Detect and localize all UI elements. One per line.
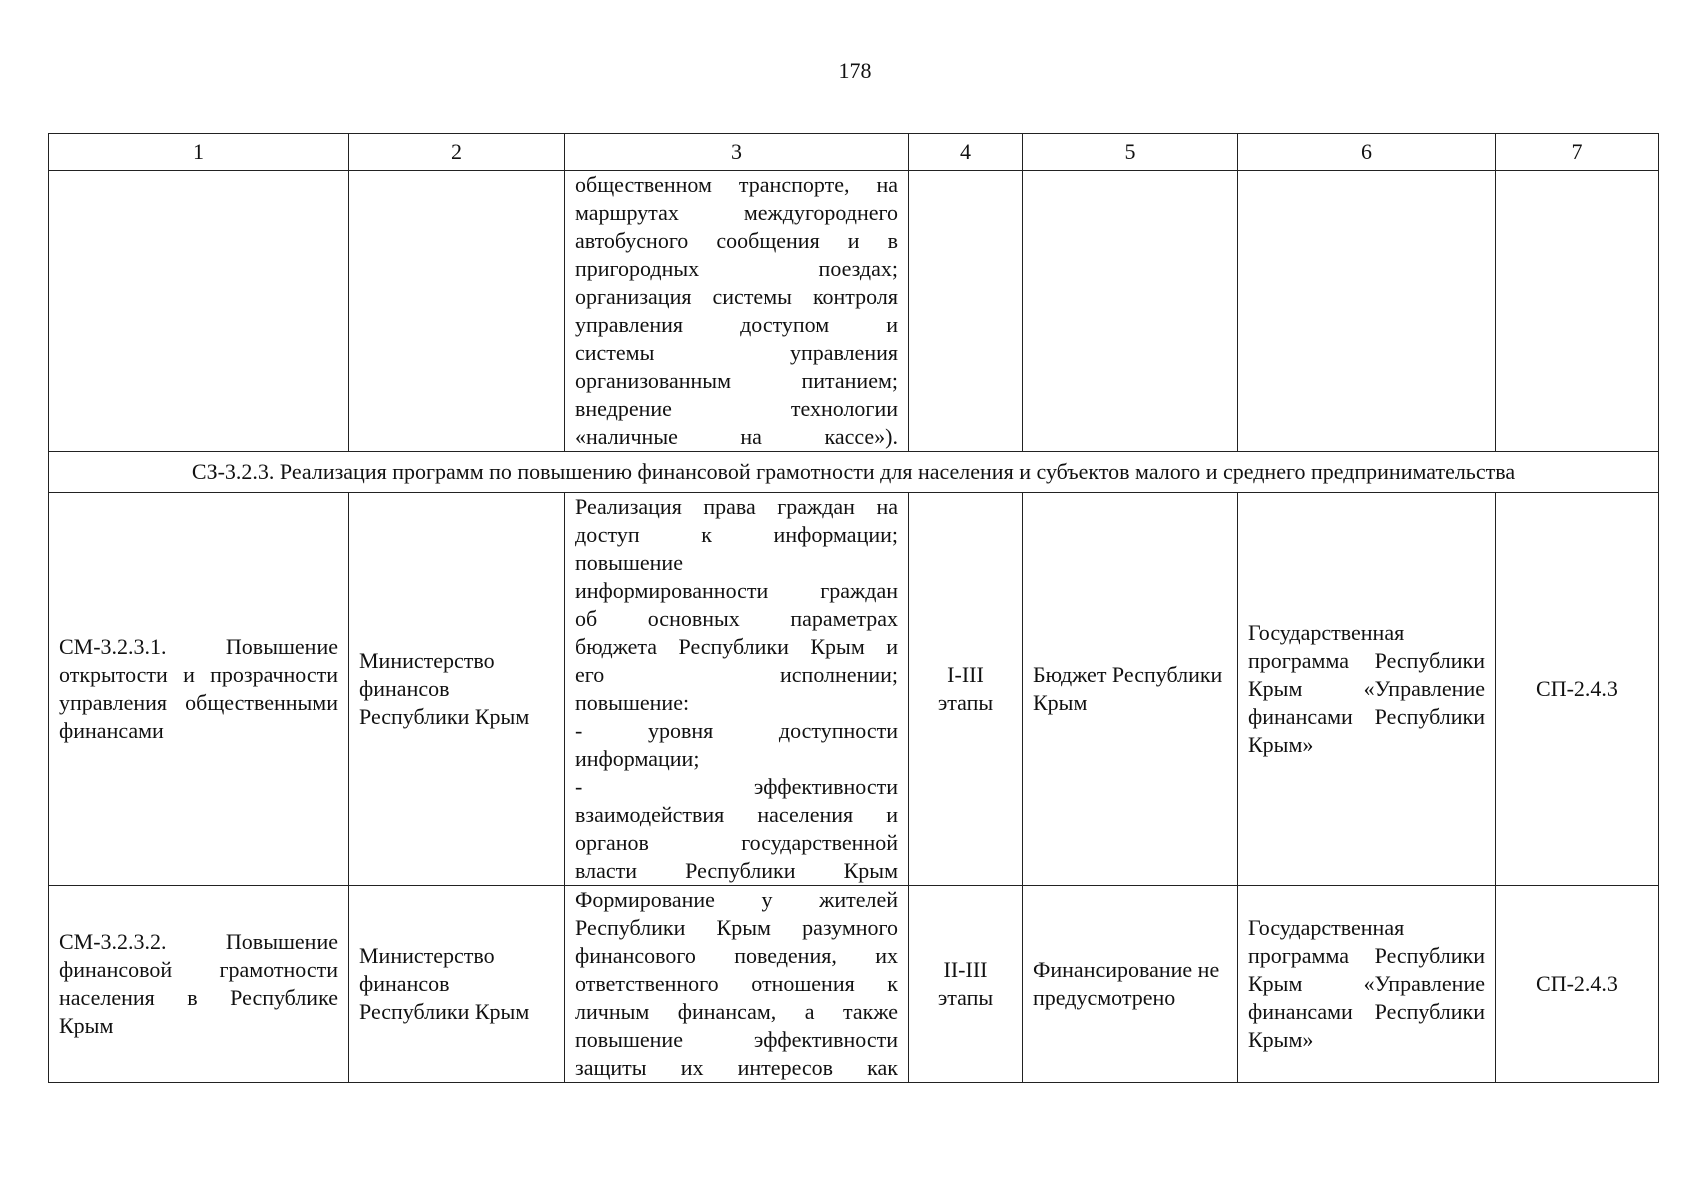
- text-line: бюджета Республики Крым и: [575, 634, 898, 659]
- continued-col-1: [49, 171, 349, 452]
- text-line: Формирование у жителей: [575, 887, 898, 912]
- section-row: [49, 452, 1659, 493]
- text-line: повышение:: [575, 690, 690, 715]
- text-line: защиты их интересов как: [575, 1055, 898, 1080]
- continued-col-2: [349, 171, 565, 452]
- header-col-1: 1: [49, 134, 349, 171]
- text-line: системы управления: [575, 340, 898, 365]
- text-line: Реализация права граждан на: [575, 494, 898, 519]
- measure-1-executor: Министерство финансов Республики Крым: [349, 493, 565, 886]
- measure-row-1: [49, 493, 1659, 886]
- text-line: организация системы контроля: [575, 284, 898, 309]
- measure-row-2: [49, 886, 1659, 1083]
- text-line: общественном транспорте, на: [575, 172, 898, 197]
- measure-2-description: [565, 886, 909, 1083]
- text-line: личным финансам, а также: [575, 999, 898, 1024]
- text-line: финансового поведения, их: [575, 943, 898, 968]
- continued-col-7: [1496, 171, 1659, 452]
- text-line: маршрутах междугороднего: [575, 200, 898, 225]
- measure-2-link: СП-2.4.3: [1496, 886, 1659, 1083]
- text-line: доступ к информации;: [575, 522, 898, 547]
- section-title: СЗ-3.2.3. Реализация программ по повышению финансовой грамотности для населения и субъектов малого и среднего предпринимательства: [49, 452, 1659, 493]
- continued-col-3: [565, 171, 909, 452]
- header-col-5: 5: [1023, 134, 1238, 171]
- text-line: пригородных поездах;: [575, 256, 898, 281]
- text-line: органов государственной: [575, 830, 898, 855]
- measure-2-program: Государственная программа Республики Крым «Управление финансами Республики Крым»: [1238, 886, 1496, 1083]
- header-col-3: 3: [565, 134, 909, 171]
- measure-2-description-text: [575, 886, 898, 1082]
- continued-col-6: [1238, 171, 1496, 452]
- text-line: его исполнении;: [575, 662, 898, 687]
- measure-1-link: СП-2.4.3: [1496, 493, 1659, 886]
- header-col-2: 2: [349, 134, 565, 171]
- text-line: автобусного сообщения и в: [575, 228, 898, 253]
- text-line: ответственного отношения к: [575, 971, 898, 996]
- header-col-6: 6: [1238, 134, 1496, 171]
- measure-1-code-name: СМ-3.2.3.1. Повышение открытости и прозрачности управления общественными финансами: [49, 493, 349, 886]
- measure-1-description: [565, 493, 909, 886]
- text-line: власти Республики Крым: [575, 858, 898, 883]
- text-line: - уровня доступности: [575, 718, 898, 743]
- header-col-4: 4: [909, 134, 1023, 171]
- measure-2-stages: II-III этапы: [909, 886, 1023, 1083]
- measure-1-stages: I-III этапы: [909, 493, 1023, 886]
- text-line: управления доступом и: [575, 312, 898, 337]
- measure-1-description-text: [575, 493, 898, 885]
- text-line: - эффективности: [575, 774, 898, 799]
- text-line: внедрение технологии: [575, 396, 898, 421]
- header-col-7: 7: [1496, 134, 1659, 171]
- text-line: повышение эффективности: [575, 1027, 898, 1052]
- measure-2-executor: Министерство финансов Республики Крым: [349, 886, 565, 1083]
- measure-2-code-name: СМ-3.2.3.2. Повышение финансовой грамотности населения в Республике Крым: [49, 886, 349, 1083]
- text-line: об основных параметрах: [575, 606, 898, 631]
- text-line: взаимодействия населения и: [575, 802, 898, 827]
- header-row: [49, 134, 1659, 171]
- measure-1-program: Государственная программа Республики Крым «Управление финансами Республики Крым»: [1238, 493, 1496, 886]
- continued-col-5: [1023, 171, 1238, 452]
- text-line: повышение: [575, 550, 683, 575]
- text-line: Республики Крым разумного: [575, 915, 898, 940]
- text-line: информации;: [575, 746, 700, 771]
- text-line: «наличные на кассе»).: [575, 424, 898, 449]
- measure-1-funding: Бюджет Республики Крым: [1023, 493, 1238, 886]
- continued-col-4: [909, 171, 1023, 452]
- text-line: информированности граждан: [575, 578, 898, 603]
- page-number: 178: [838, 58, 872, 83]
- measures-table: [48, 133, 1659, 1083]
- text-line: организованным питанием;: [575, 368, 898, 393]
- continued-row: [49, 171, 1659, 452]
- measure-2-funding: Финансирование не предусмотрено: [1023, 886, 1238, 1083]
- continued-col-3-text: [575, 171, 898, 451]
